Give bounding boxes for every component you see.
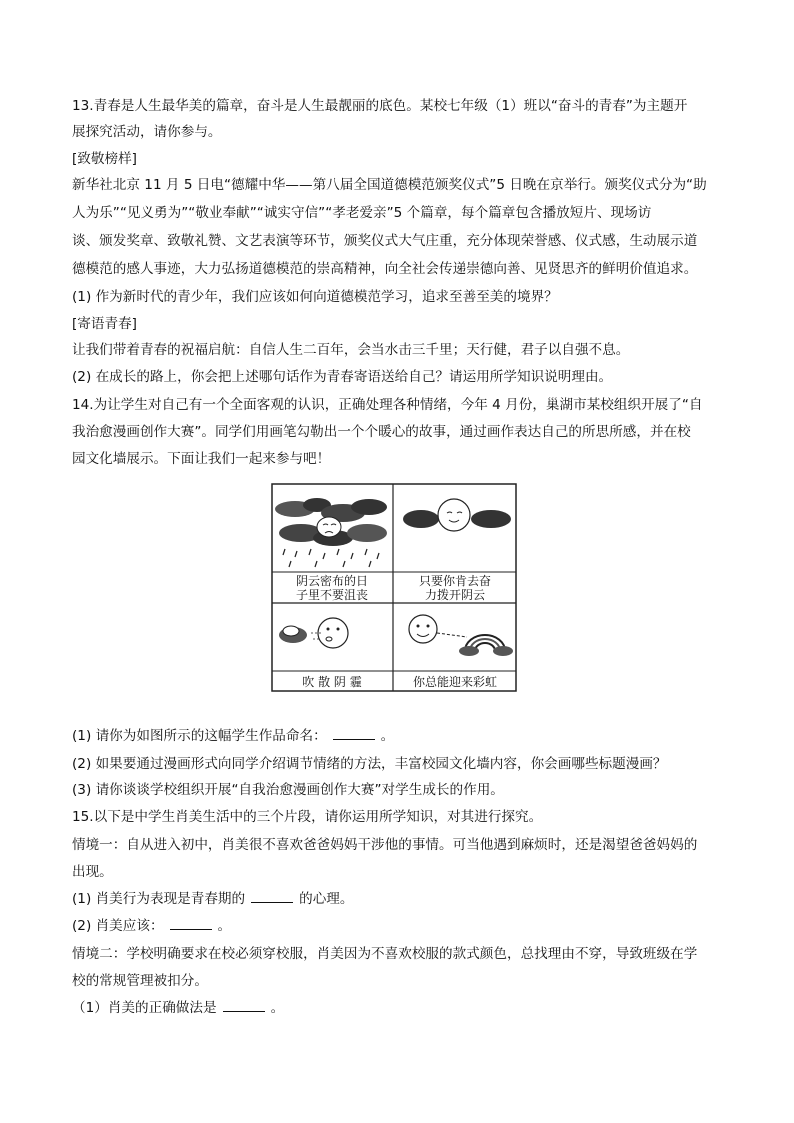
answer-blank[interactable] — [223, 997, 265, 1012]
q15-subquestion-3 — [72, 995, 722, 1021]
q15-stem: 15.以下是中学生肖美生活中的三个片段，请你运用所学知识，对其进行探究。 — [72, 809, 543, 825]
q14-subquestion-3: (3) 请你谈谈学校组织开展“自我治愈漫画创作大赛”对学生成长的作用。 — [72, 782, 504, 798]
panel1-caption-line1: 阴云密布的日 — [295, 574, 369, 588]
q15-subquestion-3-end: 。 — [270, 1000, 285, 1016]
q13-news-line4: 德模范的感人事迹，大力弘扬道德模范的崇高精神，向全社会传递崇德向善、见贤思齐的鲜明价值追求。 — [72, 261, 698, 277]
q13-heading-role-model: [致敬榜样] — [72, 151, 137, 167]
comic-figure — [271, 483, 517, 693]
q13-news-line1: 新华社北京 11 月 5 日电“德耀中华——第八届全国道德模范颁奖仪式”5 日晚在京举行。颁奖仪式分为“助 — [72, 177, 707, 193]
q13-news-line3: 谈、颁发奖章、致敬礼赞、文艺表演等环节，颁奖仪式大气庄重，充分体现荣誉感、仪式感，生动展示道 — [72, 233, 698, 249]
q14-subquestion-2: (2) 如果要通过漫画形式向同学介绍调节情绪的方法，丰富校园文化墙内容，你会画哪些标题漫画？ — [72, 756, 667, 772]
q15-subquestion-1 — [72, 886, 722, 912]
panel2-caption-line2: 力拨开阴云 — [424, 588, 486, 602]
q13-quote-line: 让我们带着青春的祝福启航：自信人生二百年，会当水击三千里；天行健，君子以自强不息。 — [72, 342, 630, 358]
q14-subquestion-1-text: (1) 请你为如图所示的这幅学生作品命名： — [72, 728, 327, 744]
q15-scenario2-line1: 情境二：学校明确要求在校必须穿校服，肖美因为不喜欢校服的款式颜色，总找理由不穿，导致班级在学 — [72, 946, 698, 962]
q14-stem-line1: 14.为让学生对自己有一个全面客观的认识，正确处理各种情绪，今年 4 月份，巢湖市某校组织开展了“自 — [72, 397, 703, 413]
q13-stem-line1: 13.青春是人生最华美的篇章，奋斗是人生最靓丽的底色。某校七年级（1）班以“奋斗的青春”为主题开 — [72, 98, 688, 114]
answer-blank[interactable] — [170, 915, 212, 930]
q15-scenario1-line1: 情境一：自从进入初中，肖美很不喜欢爸爸妈妈干涉他的事情。可当他遇到麻烦时，还是渴望爸爸妈妈的 — [72, 837, 698, 853]
panel4-caption: 你总能迎来彩虹 — [412, 675, 498, 689]
q15-scenario1-line2: 出现。 — [72, 864, 113, 880]
q14-subquestion-1 — [72, 723, 722, 749]
panel3-caption: 吹 散 阴 霾 — [302, 675, 362, 689]
panel2-caption-line1: 只要你肯去奋 — [418, 574, 492, 588]
q13-heading-youth-message: [寄语青春] — [72, 316, 137, 332]
q13-subquestion-1: (1) 作为新时代的青少年，我们应该如何向道德模范学习，追求至善至美的境界？ — [72, 289, 558, 305]
q15-subquestion-3-text: （1）肖美的正确做法是 — [72, 1000, 217, 1016]
q15-subquestion-2-text: (2) 肖美应该： — [72, 918, 164, 934]
q15-subquestion-1-text: (1) 肖美行为表现是青春期的 — [72, 891, 246, 907]
q14-subquestion-1-end: 。 — [380, 728, 395, 744]
q13-stem-line2: 展探究活动，请你参与。 — [72, 124, 222, 140]
answer-blank[interactable] — [333, 725, 375, 740]
q13-subquestion-2: (2) 在成长的路上，你会把上述哪句话作为青春寄语送给自己？请运用所学知识说明理由。 — [72, 369, 613, 385]
answer-blank[interactable] — [251, 888, 293, 903]
q15-subquestion-1-end: 的心理。 — [299, 891, 354, 907]
q14-stem-line2: 我治愈漫画创作大赛”。同学们用画笔勾勒出一个个暖心的故事，通过画作表达自己的所思所感，并在校 — [72, 424, 691, 440]
q13-news-line2: 人为乐”“见义勇为”“敬业奉献”“诚实守信”“孝老爱亲”5 个篇章，每个篇章包含播放短片、现场访 — [72, 205, 652, 221]
q15-subquestion-2-end: 。 — [217, 918, 232, 934]
q14-stem-line3: 园文化墙展示。下面让我们一起来参与吧！ — [72, 451, 331, 467]
q15-scenario2-line2: 校的常规管理被扣分。 — [72, 973, 208, 989]
panel1-caption-line2: 子里不要沮丧 — [295, 588, 369, 602]
q15-subquestion-2 — [72, 913, 722, 939]
